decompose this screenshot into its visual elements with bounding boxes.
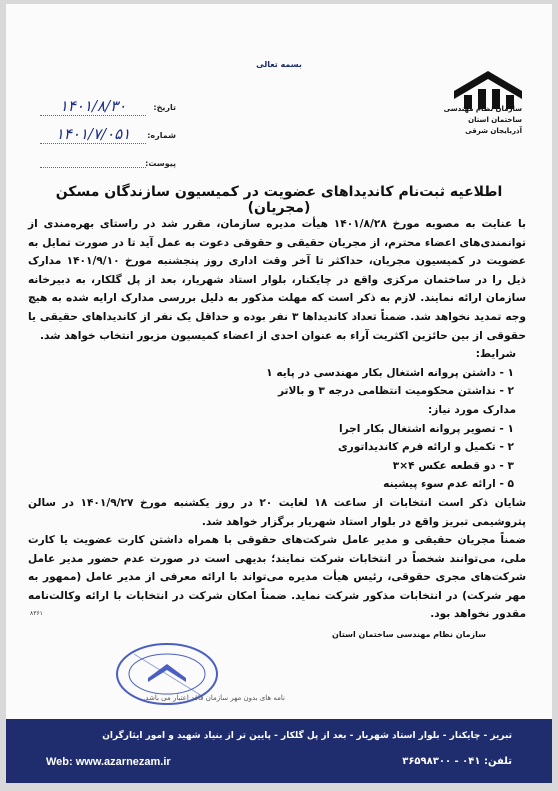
letter-page	[6, 4, 552, 783]
document-title: اطلاعیه ثبت‌نام کاندیداهای عضویت در کمیسیون سازندگان مسکن (مجریان)	[55, 184, 503, 216]
number-label: شماره:	[147, 131, 176, 140]
documents-title: مدارک مورد نیاز:	[428, 403, 516, 416]
letter-meta	[36, 97, 176, 181]
document-item: ۵ - ارائه عدم سوء پیشینه	[383, 478, 514, 491]
number-value: ۱۴۰۱/۷/۰۵۱	[40, 125, 146, 144]
document-item: ۳ - دو قطعه عکس ۴×۳	[392, 459, 514, 472]
document-item: ۱ - تصویر پروانه اشتغال بکار اجرا	[338, 422, 514, 435]
organization-name-line1: سازمان نظام مهندسی ساختمان استان	[443, 105, 522, 124]
condition-item: ۱ - داشتن پروانه اشتغال بکار مهندسی در پایه ۱	[266, 366, 514, 379]
date-label: تاریخ:	[153, 103, 176, 112]
letterhead	[6, 4, 552, 190]
organization-name	[412, 104, 522, 137]
footer	[6, 719, 552, 783]
intro-paragraph: با عنایت به مصوبه مورخ ۱۴۰۱/۸/۲۸ هیأت مدیره سازمان، مقرر شد در راستای بهره‌مندی از توانمندی‌های اعضاء محترم، از مجریان حقیقی و حقوقی دعوت به عمل آید تا در صورت تمایل به عضویت در کمیسیون مجریان، حداکثر تا آخر وقت اداری روز پنجشنبه مورخ ۱۴۰۱/۹/۱۰ مدارک ذیل را در ساختمان مرکزی واقع در چایکنار، بلوار استاد شهریار، بعد از پل گلکار، به دبیرخانه سازمان ارائه نمایند. لازم به ذکر است که مهلت مذکور به دلیل بررسی مدارک ارایه شده به هیچ وجه تمدید نخواهد شد. ضمناً تعداد کاندیداها ۳ نفر بوده و حداقل یک نفر از کاندیداهای حقیقی یا حقوقی از بین حائزین اکثریت آراء به عنوان احدی از اعضاء کمیسیون مزبور انتخاب خواهد شد.	[28, 218, 526, 342]
footer-address: تبریز - چایکنار - بلوار استاد شهریار - بعد از پل گلکار - پایین تر از بنیاد شهید و امور ایثارگران	[102, 731, 512, 741]
validity-footnote: نامه های بدون مهر سازمان فاقد اعتبار می باشد.	[143, 694, 285, 702]
date-row	[36, 97, 176, 125]
attachment-row	[36, 153, 176, 181]
document-item: ۲ - تکمیل و ارائه فرم کاندیداتوری	[337, 441, 514, 454]
notice-paragraph: ضمناً مجریان حقیقی و مدیر عامل شرکت‌های حقوقی با همراه داشتن کارت عضویت یا کارت ملی، می‌توانند شخصاً در انتخابات شرکت نمایند؛ بدیهی است در صورت عدم حضور مدیر عامل شرکت‌های مجری حقوقی، رئیس هیأت مدیره می‌تواند با ارائه معرفی از مدیر عامل (ممهور به مهر شرکت) در انتخابات مذکور شرکت نماید. ضمناً امکان شرکت در انتخابات با ارائه وکالت‌نامه مقدور نخواهد بود.	[28, 534, 526, 621]
attachment-label: پیوست:	[145, 159, 176, 168]
conditions-title: شرایط:	[475, 348, 516, 361]
date-value: ۱۴۰۱/۸/۳۰	[40, 97, 146, 116]
election-paragraph: شایان ذکر است انتخابات از ساعت ۱۸ لغایت ۲۰ در روز یکشنبه مورخ ۱۴۰۱/۹/۲۷ در سالن پتروشیمی تبریز واقع در بلوار استاد شهریار برگزار خواهد شد.	[28, 496, 526, 528]
document-body	[28, 215, 526, 624]
attachment-value	[40, 153, 146, 168]
reference-code: ۸۳۶۱	[30, 610, 43, 617]
footer-phone: تلفن: ۰۴۱ - ۳۶۵۹۸۳۰۰	[402, 756, 512, 767]
basmala: بسمه تعالی	[256, 60, 302, 69]
organization-name-line2: آذربایجان شرقی	[465, 127, 522, 135]
signature-title: سازمان نظام مهندسی ساختمان استان	[332, 630, 486, 639]
condition-item: ۲ - نداشتن محکومیت انتظامی درجه ۳ و بالاتر	[277, 385, 514, 398]
number-row	[36, 125, 176, 153]
footer-website[interactable]: Web: www.azarnezam.ir	[46, 756, 171, 768]
